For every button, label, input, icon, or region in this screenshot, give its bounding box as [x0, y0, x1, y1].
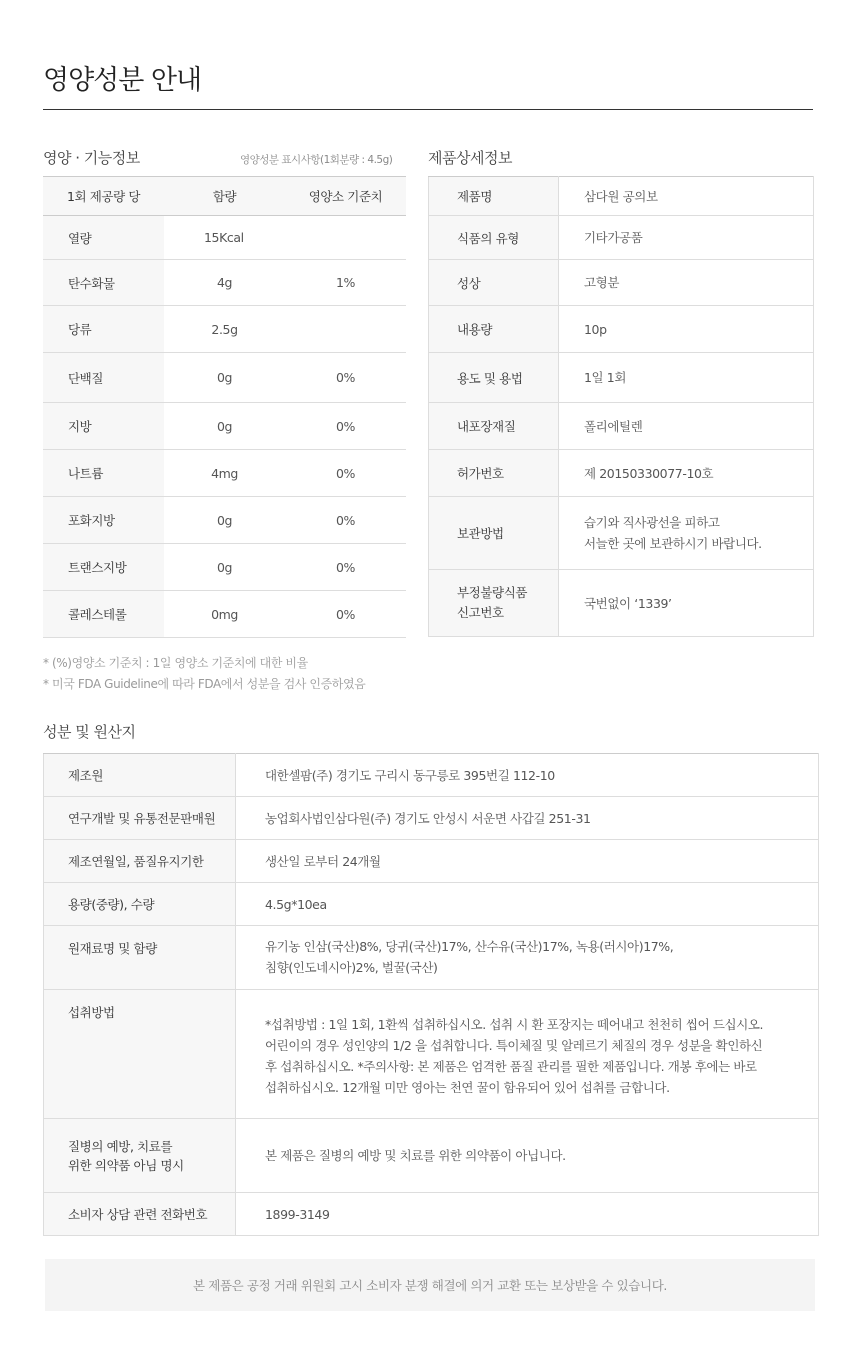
detail-value-line: 습기와 직사광선을 피하고 [584, 515, 720, 530]
table-row [44, 926, 819, 990]
nutrient-percent [285, 306, 406, 353]
exchange-notice: 본 제품은 공정 거래 위원회 고시 소비자 분쟁 해결에 의거 교환 또는 보상받을 수 있습니다. [45, 1259, 815, 1311]
nutrient-percent: 0% [285, 353, 406, 403]
nutrition-header-row [43, 177, 406, 216]
footnote-fda: * 미국 FDA Guideline에 따라 FDA에서 성분을 검사 인증하였음 [43, 677, 366, 691]
table-row [44, 1119, 819, 1193]
table-row [44, 883, 819, 926]
nutrient-name: 지방 [43, 403, 164, 450]
detail-label: 보관방법 [429, 497, 559, 570]
table-row [429, 260, 814, 306]
detail-label [429, 570, 559, 637]
detail-value [559, 497, 814, 570]
detail-value: 고형분 [559, 260, 814, 306]
footnote-daily-value: * (%)영양소 기준치 : 1일 영양소 기준치에 대한 비율 [43, 656, 308, 670]
origin-label: 연구개발 및 유통전문판매원 [44, 797, 236, 840]
detail-value: 국번없이 ‘1339’ [559, 570, 814, 637]
table-row [44, 754, 819, 797]
origin-value: 1899-3149 [236, 1193, 819, 1236]
table-row [43, 260, 406, 306]
nutrition-table [43, 176, 406, 638]
origin-label: 소비자 상담 관련 전화번호 [44, 1193, 236, 1236]
origin-value-line: 어린이의 경우 성인양의 1/2 을 섭취합니다. 특이체질 및 알레르기 체질의 경우 성분을 확인하신 [265, 1038, 763, 1053]
nutrient-amount: 15Kcal [164, 216, 285, 260]
origin-value: 생산일 로부터 24개월 [236, 840, 819, 883]
nutrient-percent: 0% [285, 497, 406, 544]
origin-label: 제조연월일, 품질유지기한 [44, 840, 236, 883]
origin-value: 4.5g*10ea [236, 883, 819, 926]
nutrient-amount: 2.5g [164, 306, 285, 353]
origin-heading: 성분 및 원산지 [43, 723, 136, 741]
header-serving: 1회 제공량 당 [43, 177, 164, 216]
origin-label [44, 1119, 236, 1193]
detail-value: 삼다원 공의보 [559, 177, 814, 216]
detail-value: 1일 1회 [559, 353, 814, 403]
detail-value: 제 20150330077-10호 [559, 450, 814, 497]
origin-value-line: *섭취방법 : 1일 1회, 1환씩 섭취하십시오. 섭취 시 환 포장지는 떼어내고 천천히 씹어 드십시오. [265, 1017, 764, 1032]
table-row [429, 570, 814, 637]
nutrient-percent: 0% [285, 450, 406, 497]
table-row [429, 403, 814, 450]
detail-value: 기타가공품 [559, 216, 814, 260]
detail-value: 폴리에틸렌 [559, 403, 814, 450]
nutrient-amount: 0g [164, 544, 285, 591]
detail-label-line: 신고번호 [457, 605, 504, 620]
detail-label: 용도 및 용법 [429, 353, 559, 403]
nutrient-percent: 1% [285, 260, 406, 306]
table-row [44, 1193, 819, 1236]
table-row [43, 544, 406, 591]
nutrient-name: 트랜스지방 [43, 544, 164, 591]
nutrient-amount: 0g [164, 403, 285, 450]
origin-label: 원재료명 및 함량 [44, 926, 236, 990]
product-detail-table [428, 176, 814, 637]
table-row [43, 353, 406, 403]
table-row [429, 353, 814, 403]
nutrient-name: 탄수화물 [43, 260, 164, 306]
detail-label: 식품의 유형 [429, 216, 559, 260]
header-daily-value: 영양소 기준치 [285, 177, 406, 216]
origin-value [236, 990, 819, 1119]
origin-value: 농업회사법인삼다원(주) 경기도 안성시 서운면 사갑길 251-31 [236, 797, 819, 840]
origin-label-line: 질병의 예방, 치료를 [68, 1138, 173, 1154]
table-row [429, 216, 814, 260]
origin-value-line: 유기농 인삼(국산)8%, 당귀(국산)17%, 산수유(국산)17%, 녹용(러시아)17%, [265, 939, 674, 954]
table-row [43, 216, 406, 260]
detail-label: 제품명 [429, 177, 559, 216]
origin-value-line: 섭취하십시오. 12개월 미만 영아는 천연 꿀이 함유되어 있어 섭취를 금합니다. [265, 1080, 670, 1095]
table-row [44, 840, 819, 883]
detail-label: 허가번호 [429, 450, 559, 497]
origin-label: 제조원 [44, 754, 236, 797]
detail-label: 성상 [429, 260, 559, 306]
origin-value: 본 제품은 질병의 예방 및 치료를 위한 의약품이 아닙니다. [236, 1119, 819, 1193]
detail-value-line: 서늘한 곳에 보관하시기 바랍니다. [584, 536, 762, 551]
detail-label: 내포장재질 [429, 403, 559, 450]
nutrient-name: 나트륨 [43, 450, 164, 497]
nutrition-serving-note: 영양성분 표시사항(1회분량 : 4.5g) [240, 154, 393, 166]
origin-label: 섭취방법 [44, 990, 236, 1119]
nutrient-amount: 4g [164, 260, 285, 306]
table-row [43, 450, 406, 497]
nutrition-heading: 영양 · 기능정보 [43, 149, 140, 167]
nutrient-percent: 0% [285, 591, 406, 638]
table-row [43, 306, 406, 353]
origin-label: 용량(중량), 수량 [44, 883, 236, 926]
table-row [429, 177, 814, 216]
nutrient-amount: 0mg [164, 591, 285, 638]
origin-value-line: 침향(인도네시아)2%, 벌꿀(국산) [265, 960, 438, 975]
nutrient-amount: 0g [164, 497, 285, 544]
nutrient-percent: 0% [285, 403, 406, 450]
nutrient-percent: 0% [285, 544, 406, 591]
nutrient-percent [285, 216, 406, 260]
nutrient-name: 콜레스테롤 [43, 591, 164, 638]
table-row [44, 797, 819, 840]
table-row [43, 497, 406, 544]
nutrient-amount: 0g [164, 353, 285, 403]
nutrient-amount: 4mg [164, 450, 285, 497]
nutrient-name: 단백질 [43, 353, 164, 403]
table-row [43, 591, 406, 638]
origin-label-line: 위한 의약품 아님 명시 [68, 1157, 184, 1173]
table-row [43, 403, 406, 450]
title-divider [43, 109, 813, 110]
nutrient-name: 당류 [43, 306, 164, 353]
table-row [429, 450, 814, 497]
detail-label-line: 부정불량식품 [457, 585, 528, 600]
detail-label: 내용량 [429, 306, 559, 353]
origin-value-line: 후 섭취하십시오. *주의사항: 본 제품은 엄격한 품질 관리를 필한 제품입니다. 개봉 후에는 바로 [265, 1059, 757, 1074]
origin-value: 대한셀팜(주) 경기도 구리시 동구릉로 395번길 112-10 [236, 754, 819, 797]
nutrient-name: 열량 [43, 216, 164, 260]
table-row [429, 306, 814, 353]
origin-table [43, 753, 819, 1236]
table-row [429, 497, 814, 570]
page-title: 영양성분 안내 [43, 65, 202, 96]
table-row [44, 990, 819, 1119]
origin-value [236, 926, 819, 990]
nutrient-name: 포화지방 [43, 497, 164, 544]
detail-heading: 제품상세정보 [428, 149, 512, 167]
header-amount: 함량 [164, 177, 285, 216]
detail-value: 10p [559, 306, 814, 353]
